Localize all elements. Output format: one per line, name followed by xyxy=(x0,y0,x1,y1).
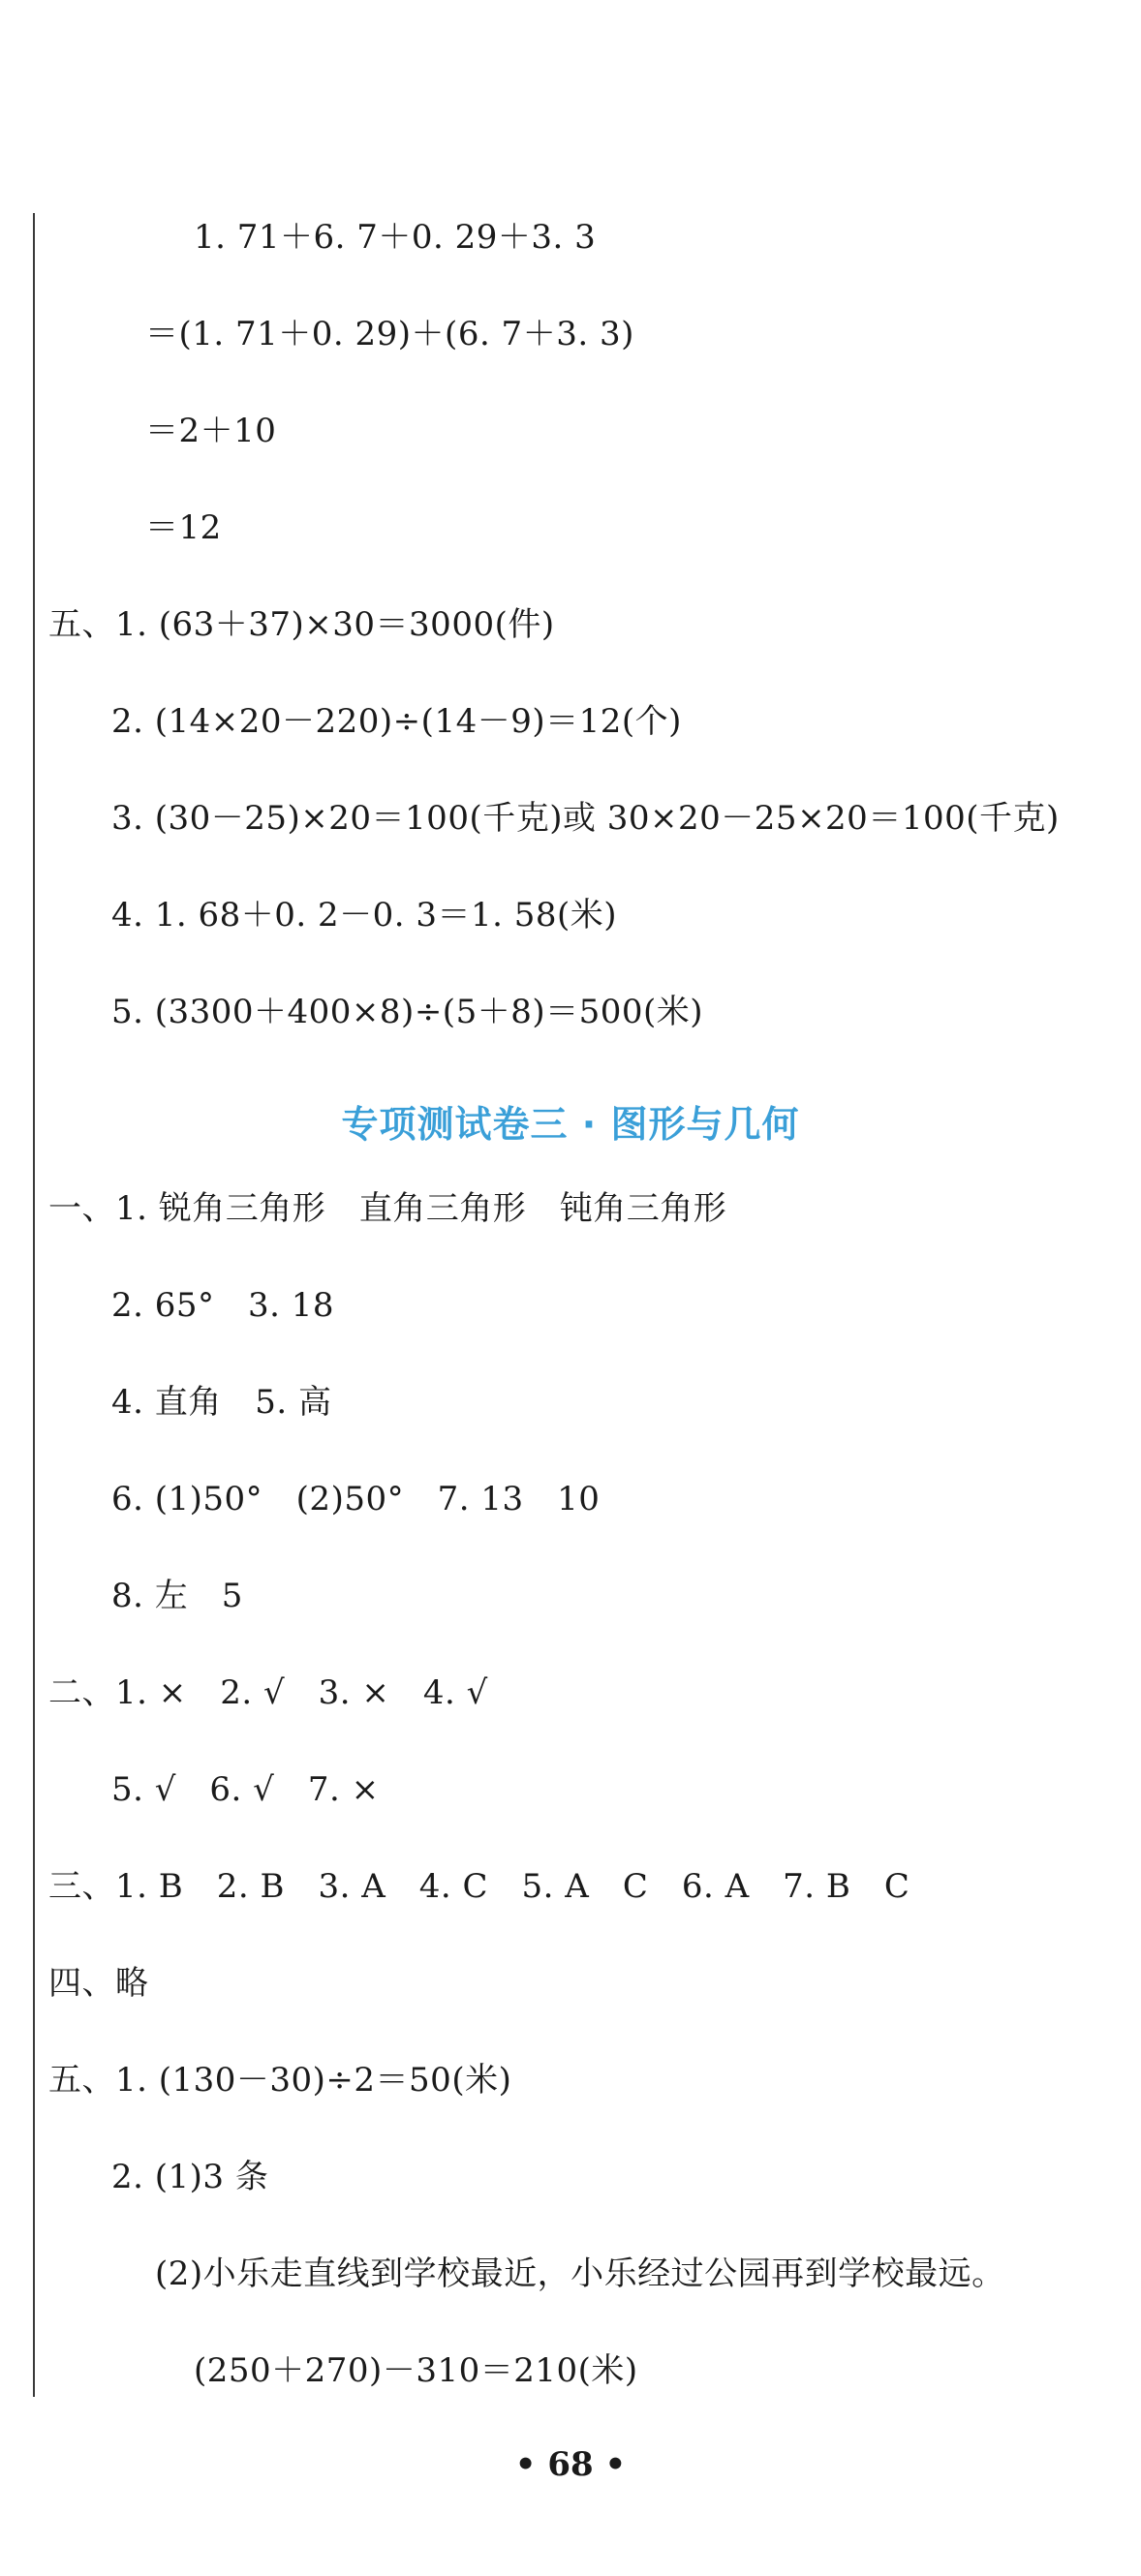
answer-line: 二、1. × 2. √ 3. × 4. √ xyxy=(48,1673,488,1712)
answer-line: 6. (1)50° (2)50° 7. 13 10 xyxy=(111,1480,601,1518)
answer-line: 4. 1. 68＋0. 2－0. 3＝1. 58(米) xyxy=(111,896,618,935)
answer-line: 5. (3300＋400×8)÷(5＋8)＝500(米) xyxy=(111,993,704,1031)
page-number: • 68 • xyxy=(514,2445,627,2484)
calc-line: ＝2＋10 xyxy=(145,412,277,450)
answer-line: 8. 左 5 xyxy=(111,1577,243,1615)
calc-line: 1. 71＋6. 7＋0. 29＋3. 3 xyxy=(194,218,597,257)
answer-line: 2. (14×20－220)÷(14－9)＝12(个) xyxy=(111,702,682,741)
calc-line: ＝(1. 71＋0. 29)＋(6. 7＋3. 3) xyxy=(145,315,634,353)
left-margin-rule xyxy=(33,213,35,2397)
answer-line: 5. √ 6. √ 7. × xyxy=(111,1770,380,1809)
answer-line: 3. (30－25)×20＝100(千克)或 30×20－25×20＝100(千克) xyxy=(111,799,1060,838)
calc-line: ＝12 xyxy=(145,508,222,547)
answer-line: 五、1. (63＋37)×30＝3000(件) xyxy=(48,605,555,644)
answer-line: (250＋270)－310＝210(米) xyxy=(194,2351,638,2390)
section-heading: 专项测试卷三 · 图形与几何 xyxy=(341,1103,800,1146)
answer-line: 四、略 xyxy=(48,1964,149,2003)
answer-line: 4. 直角 5. 高 xyxy=(111,1383,332,1422)
answer-line: 三、1. B 2. B 3. A 4. C 5. A C 6. A 7. B C xyxy=(48,1867,910,1906)
answer-line: 一、1. 锐角三角形 直角三角形 钝角三角形 xyxy=(48,1189,727,1228)
answer-line: 2. (1)3 条 xyxy=(111,2158,269,2196)
answer-line: (2)小乐走直线到学校最近，小乐经过公园再到学校最远。 xyxy=(155,2254,1005,2293)
answer-line: 2. 65° 3. 18 xyxy=(111,1286,335,1325)
answer-line: 五、1. (130－30)÷2＝50(米) xyxy=(48,2061,512,2100)
